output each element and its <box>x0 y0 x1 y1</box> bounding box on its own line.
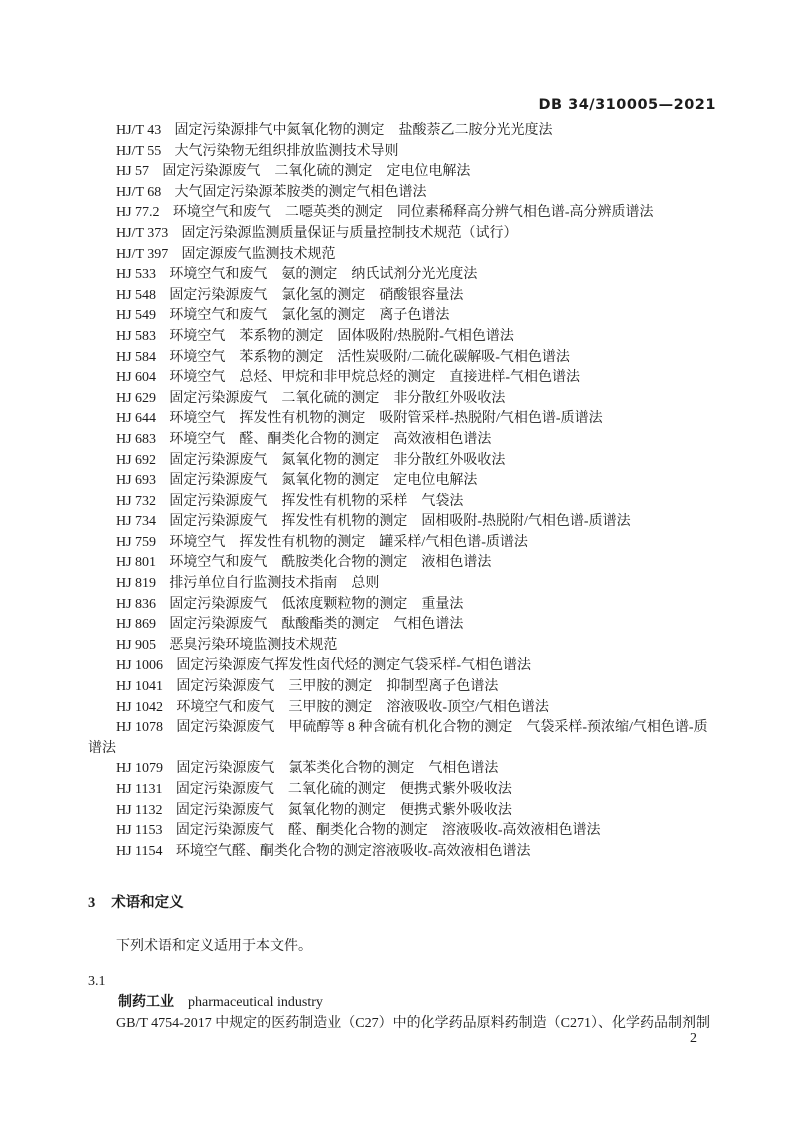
reference-code: HJ 1132 <box>116 802 163 818</box>
reference-code: HJ 1154 <box>116 843 163 859</box>
reference-code: HJ/T 397 <box>116 246 169 262</box>
reference-title: 环境空气醛、酮类化合物的测定溶液吸收-高效液相色谱法 <box>175 843 531 859</box>
reference-item <box>88 162 720 183</box>
section-terms-and-definitions <box>88 893 720 1034</box>
doc-number: DB 34/310005—2021 <box>538 97 716 113</box>
reference-title: 固定污染源废气 甲硫醇等 8 种含硫有机化合物的测定 气袋采样-预浓缩/气相色谱-质谱法 <box>88 720 708 756</box>
reference-item <box>88 286 720 307</box>
reference-title: 环境空气和废气 氯化氢的测定 离子色谱法 <box>169 308 450 324</box>
reference-code: HJ 604 <box>116 370 157 386</box>
section-heading <box>88 893 720 914</box>
reference-item <box>88 801 720 822</box>
reference-title: 环境空气 苯系物的测定 固体吸附/热脱附-气相色谱法 <box>169 328 514 344</box>
reference-code: HJ 629 <box>116 390 157 406</box>
reference-code: HJ 836 <box>116 596 157 612</box>
reference-item <box>88 451 720 472</box>
reference-code: HJ/T 373 <box>116 225 169 241</box>
reference-title: 大气污染物无组织排放监测技术导则 <box>174 143 399 159</box>
reference-item <box>88 615 720 636</box>
reference-item <box>88 121 720 142</box>
reference-item <box>88 698 720 719</box>
reference-item <box>88 142 720 163</box>
reference-code: HJ 732 <box>116 493 157 509</box>
reference-code: HJ 905 <box>116 637 157 653</box>
reference-title: 环境空气和废气 酰胺类化合物的测定 液相色谱法 <box>169 555 492 571</box>
reference-code: HJ 57 <box>116 164 150 180</box>
reference-title: 固定污染源废气 三甲胺的测定 抑制型离子色谱法 <box>176 679 499 695</box>
reference-item <box>88 327 720 348</box>
reference-item <box>88 553 720 574</box>
page-footer <box>690 1031 697 1047</box>
term-line <box>88 992 720 1013</box>
reference-code: HJ 77.2 <box>116 205 160 221</box>
reference-item <box>88 656 720 677</box>
reference-title: 固定污染源废气 挥发性有机物的采样 气袋法 <box>169 493 464 509</box>
reference-item <box>88 780 720 801</box>
term-name-en: pharmaceutical industry <box>188 995 323 1010</box>
reference-title: 固定污染源废气 二氧化硫的测定 便携式紫外吸收法 <box>175 782 512 797</box>
reference-code: HJ 1042 <box>116 699 164 715</box>
reference-title: 环境空气 苯系物的测定 活性炭吸附/二硫化碳解吸-气相色谱法 <box>169 349 570 365</box>
reference-title: 固定源废气监测技术规范 <box>181 246 336 262</box>
reference-item <box>88 842 720 863</box>
reference-item <box>88 245 720 266</box>
reference-code: HJ 692 <box>116 452 157 468</box>
section-title: 术语和定义 <box>111 895 184 911</box>
reference-title: 环境空气 挥发性有机物的测定 吸附管采样-热脱附/气相色谱-质谱法 <box>169 411 603 427</box>
page-number: 2 <box>690 1031 697 1046</box>
reference-item <box>88 718 720 759</box>
reference-code: HJ 819 <box>116 576 157 592</box>
reference-title: 排污单位自行监测技术指南 总则 <box>169 576 380 592</box>
reference-item <box>88 759 720 780</box>
reference-code: HJ 759 <box>116 534 157 550</box>
reference-item <box>88 306 720 327</box>
reference-item <box>88 430 720 451</box>
reference-title: 固定污染源废气 二氧化硫的测定 非分散红外吸收法 <box>169 390 506 406</box>
reference-code: HJ 1006 <box>116 658 164 674</box>
reference-title: 固定污染源废气挥发性卤代烃的测定气袋采样-气相色谱法 <box>176 658 532 674</box>
reference-code: HJ 644 <box>116 411 157 427</box>
reference-code: HJ 1078 <box>116 720 164 736</box>
reference-code: HJ 801 <box>116 555 157 571</box>
reference-code: HJ 533 <box>116 267 157 283</box>
reference-title: 固定污染源排气中氮氧化物的测定 盐酸萘乙二胺分光光度法 <box>174 123 553 138</box>
reference-title: 固定污染源监测质量保证与质量控制技术规范（试行） <box>181 225 518 241</box>
reference-item <box>88 595 720 616</box>
reference-item <box>88 224 720 245</box>
reference-title: 固定污染源废气 氮氧化物的测定 定电位电解法 <box>169 473 478 489</box>
term-number: 3.1 <box>88 974 106 989</box>
reference-code: HJ 583 <box>116 328 157 344</box>
reference-code: HJ 1079 <box>116 761 164 777</box>
reference-code: HJ 584 <box>116 349 157 365</box>
reference-title: 大气固定污染源苯胺类的测定气相色谱法 <box>174 184 427 200</box>
doc-header <box>538 97 716 113</box>
reference-title: 固定污染源废气 氯化氢的测定 硝酸银容量法 <box>169 287 464 303</box>
reference-title: 环境空气 总烃、甲烷和非甲烷总烃的测定 直接进样-气相色谱法 <box>169 370 581 386</box>
reference-title: 环境空气 挥发性有机物的测定 罐采样/气相色谱-质谱法 <box>169 534 528 550</box>
reference-title: 固定污染源废气 醛、酮类化合物的测定 溶液吸收-高效液相色谱法 <box>175 823 601 839</box>
reference-code: HJ/T 68 <box>116 184 162 200</box>
reference-title: 环境空气 醛、酮类化合物的测定 高效液相色谱法 <box>169 431 492 447</box>
reference-item <box>88 471 720 492</box>
reference-code: HJ 734 <box>116 514 157 530</box>
reference-code: HJ 1041 <box>116 679 164 695</box>
term-definition: GB/T 4754-2017 中规定的医药制造业（C27）中的化学药品原料药制造（C271）、化学药品制剂制 <box>116 1016 710 1031</box>
reference-code: HJ 693 <box>116 473 157 489</box>
reference-code: HJ/T 43 <box>116 123 162 138</box>
reference-item <box>88 183 720 204</box>
reference-item <box>88 574 720 595</box>
reference-item <box>88 821 720 842</box>
reference-code: HJ/T 55 <box>116 143 162 159</box>
reference-title: 固定污染源废气 二氧化硫的测定 定电位电解法 <box>162 164 471 180</box>
reference-item <box>88 265 720 286</box>
section-intro: 下列术语和定义适用于本文件。 <box>116 939 312 954</box>
reference-item <box>88 348 720 369</box>
reference-title: 固定污染源废气 氯苯类化合物的测定 气相色谱法 <box>176 761 499 777</box>
references-list <box>88 121 720 862</box>
reference-item <box>88 512 720 533</box>
reference-code: HJ 869 <box>116 617 157 633</box>
section-number: 3 <box>88 895 96 911</box>
reference-title: 固定污染源废气 低浓度颗粒物的测定 重量法 <box>169 596 464 612</box>
reference-item <box>88 533 720 554</box>
reference-code: HJ 1153 <box>116 823 163 839</box>
reference-item <box>88 409 720 430</box>
reference-title: 固定污染源废气 挥发性有机物的测定 固相吸附-热脱附/气相色谱-质谱法 <box>169 514 631 530</box>
reference-item <box>88 203 720 224</box>
reference-item <box>88 492 720 513</box>
reference-code: HJ 683 <box>116 431 157 447</box>
reference-code: HJ 1131 <box>116 782 163 797</box>
reference-item <box>88 389 720 410</box>
reference-title: 固定污染源废气 氮氧化物的测定 非分散红外吸收法 <box>169 452 506 468</box>
reference-title: 环境空气和废气 三甲胺的测定 溶液吸收-顶空/气相色谱法 <box>176 699 549 715</box>
reference-title: 固定污染源废气 酞酸酯类的测定 气相色谱法 <box>169 617 464 633</box>
reference-title: 环境空气和废气 氨的测定 纳氏试剂分光光度法 <box>169 267 478 283</box>
reference-code: HJ 548 <box>116 287 157 303</box>
reference-title: 恶臭污染环境监测技术规范 <box>169 637 338 653</box>
reference-item <box>88 636 720 657</box>
term-name-zh: 制药工业 <box>118 995 174 1010</box>
reference-item <box>88 677 720 698</box>
reference-item <box>88 368 720 389</box>
reference-code: HJ 549 <box>116 308 157 324</box>
reference-title: 固定污染源废气 氮氧化物的测定 便携式紫外吸收法 <box>175 802 512 818</box>
reference-title: 环境空气和废气 二噁英类的测定 同位素稀释高分辨气相色谱-高分辨质谱法 <box>172 205 654 221</box>
